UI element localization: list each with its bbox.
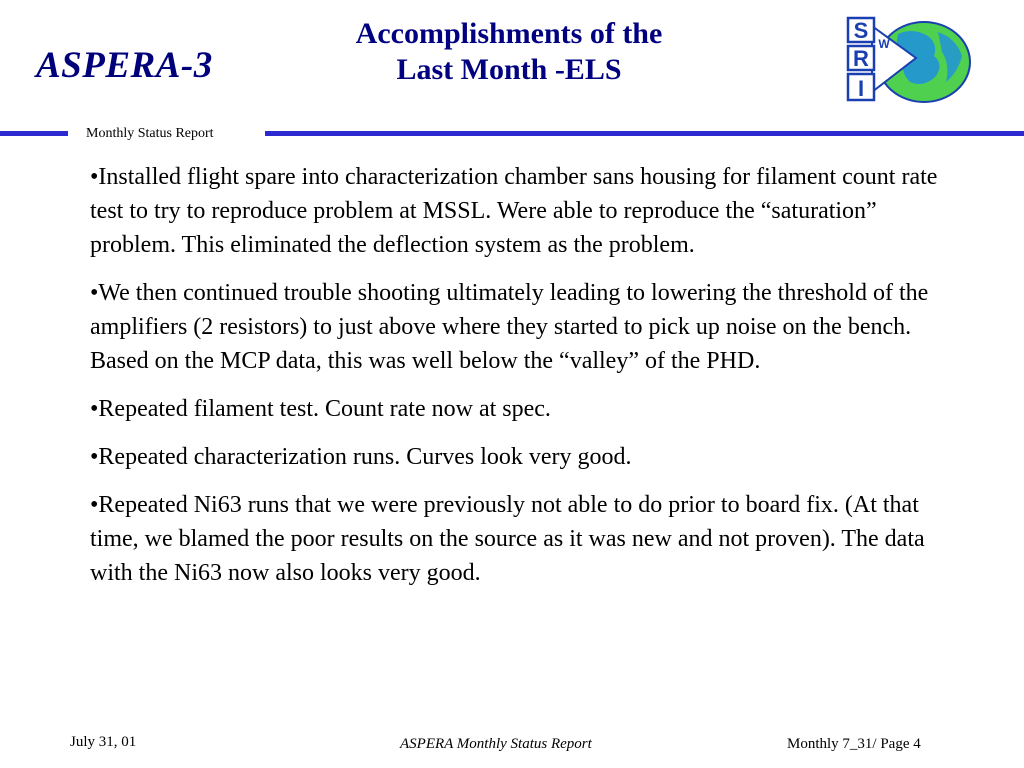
header-rule-right xyxy=(265,131,1024,136)
slide-title-line-1: Accomplishments of the xyxy=(355,17,663,50)
bullet-item: •Repeated Ni63 runs that we were previously not able to do prior to board fix. (At that time, we blamed the poor results on the source as it was new and not proven). The data with the Ni63 now also looks very good. xyxy=(90,492,925,586)
logo-letter-i: I xyxy=(857,76,865,101)
footer-report-title: ASPERA Monthly Status Report xyxy=(400,736,592,752)
slide-body xyxy=(90,160,940,604)
slide-title xyxy=(300,16,718,88)
footer-page-number: Monthly 7_31/ Page 4 xyxy=(787,736,921,752)
bullet-item: •Repeated filament test. Count rate now at spec. xyxy=(90,396,551,422)
report-label: Monthly Status Report xyxy=(86,126,214,141)
footer-date: July 31, 01 xyxy=(70,734,137,750)
bullet-item: •We then continued trouble shooting ultimately leading to lowering the threshold of the amplifiers (2 resistors) to just above where they started to pick up noise on the bench. Based on the MCP data, this was well below the “valley” of the PHD. xyxy=(90,280,929,374)
slide-title-line-2: Last Month -ELS xyxy=(396,53,622,86)
bullet-item: •Installed flight spare into characterization chamber sans housing for filament count rate test to try to reproduce problem at MSSL. Were able to reproduce the “saturation” problem. This eliminated the deflection system as the problem. xyxy=(90,164,938,258)
header-rule-left xyxy=(0,131,68,136)
project-title: ASPERA-3 xyxy=(36,45,213,86)
bullet-item: •Repeated characterization runs. Curves look very good. xyxy=(90,444,632,470)
logo-letter-r: R xyxy=(853,46,869,71)
swri-logo xyxy=(838,12,972,106)
logo-letter-s: S xyxy=(853,18,869,43)
logo-letter-w: W xyxy=(878,37,890,51)
